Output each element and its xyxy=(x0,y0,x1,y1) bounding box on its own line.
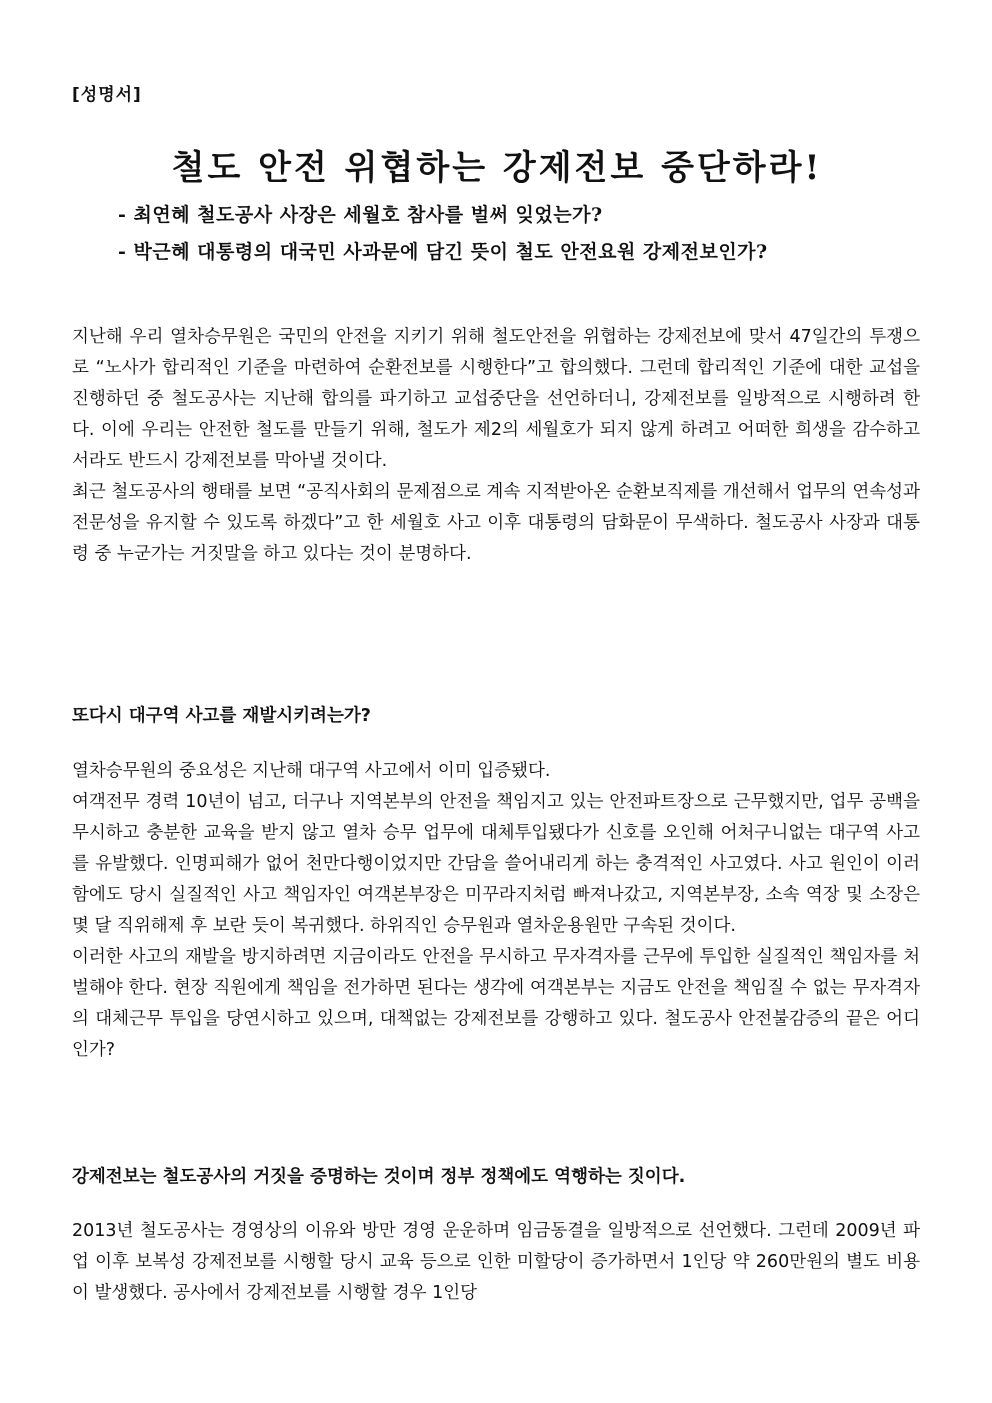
paragraph-daegu: 열차승무원의 중요성은 지난해 대구역 사고에서 이미 입증됐다. 여객전무 경력 10년이 넘고, 더구나 지역본부의 안전을 책임지고 있는 안전파트장으로 근무했지만, 업무 공백을 무시하고 충분한 교육을 받지 않고 열차 승무 업무에 대체투입됐다가 신호를 오인해 어처구니없는 대구역 사고를 유발했다. 인명피해가 없어 천만다행이었지만 간담을 쓸어내리게 하는 충격적인 사고였다. 사고 원인이 이러함에도 당시 실질적인 사고 책임자인 여객본부장은 미꾸라지처럼 빠져나갔고, 지역본부장, 소속 역장 및 소장은 몇 달 직위해제 후 보란 듯이 복귀했다. 하위직인 승무원과 열차운용원만 구속된 것이다. 이러한 사고의 재발을 방지하려면 지금이라도 안전을 무시하고 무자격자를 근무에 투입한 실질적인 책임자를 처벌해야 한다. 현장 직원에게 책임을 전가하면 된다는 생각에 여객본부는 지금도 안전을 책임질 수 없는 무자격자의 대체근무 투입을 당연시하고 있으며, 대책없는 강제전보를 강행하고 있다. 철도공사 안전불감증의 끝은 어디인가? xyxy=(72,761,920,1060)
subtitle-2: - 박근혜 대통령의 대국민 사과문에 담긴 뜻이 철도 안전요원 강제전보인가? xyxy=(118,241,768,263)
paragraph-intro: 지난해 우리 열차승무원은 국민의 안전을 지키기 위해 철도안전을 위협하는 강제전보에 맞서 47일간의 투쟁으로 “노사가 합리적인 기준을 마련하여 순환전보를 시행한다”고 합의했다. 그런데 합리적인 기준에 대한 교섭을 진행하던 중 철도공사는 지난해 합의를 파기하고 교섭중단을 선언하더니, 강제전보를 일방적으로 시행하려 한다. 이에 우리는 안전한 철도를 만들기 위해, 철도가 제2의 세월호가 되지 않게 하려고 어떠한 희생을 감수하고서라도 반드시 강제전보를 막아낼 것이다. 최근 철도공사의 행태를 보면 “공직사회의 문제점으로 계속 지적받아온 순환보직제를 개선해서 업무의 연속성과 전문성을 유지할 수 있도록 하겠다”고 한 세월호 사고 이후 대통령의 담화문이 무색하다. 철도공사 사장과 대통령 중 누군가는 거짓말을 하고 있다는 것이 분명하다. xyxy=(72,327,920,564)
section-heading-daegu: 또다시 대구역 사고를 재발시키려는가? xyxy=(72,706,371,726)
document-title: 철도 안전 위협하는 강제전보 중단하라! xyxy=(171,148,823,188)
paragraph-cost: 2013년 철도공사는 경영상의 이유와 방만 경영 운운하며 임금동결을 일방적으로 선언했다. 그런데 2009년 파업 이후 보복성 강제전보를 시행할 당시 교육 등으로 인한 미할당이 증가하면서 1인당 약 260만원의 별도 비용이 발생했다. 공사에서 강제전보를 시행할 경우 1인당 xyxy=(72,1221,920,1303)
document-type-tag: [성명서] xyxy=(72,85,142,105)
subtitle-1: - 최연혜 철도공사 사장은 세월호 참사를 벌써 잊었는가? xyxy=(118,204,603,226)
section-heading-government-policy: 강제전보는 철도공사의 거짓을 증명하는 것이며 정부 정책에도 역행하는 짓이다. xyxy=(72,1167,686,1187)
